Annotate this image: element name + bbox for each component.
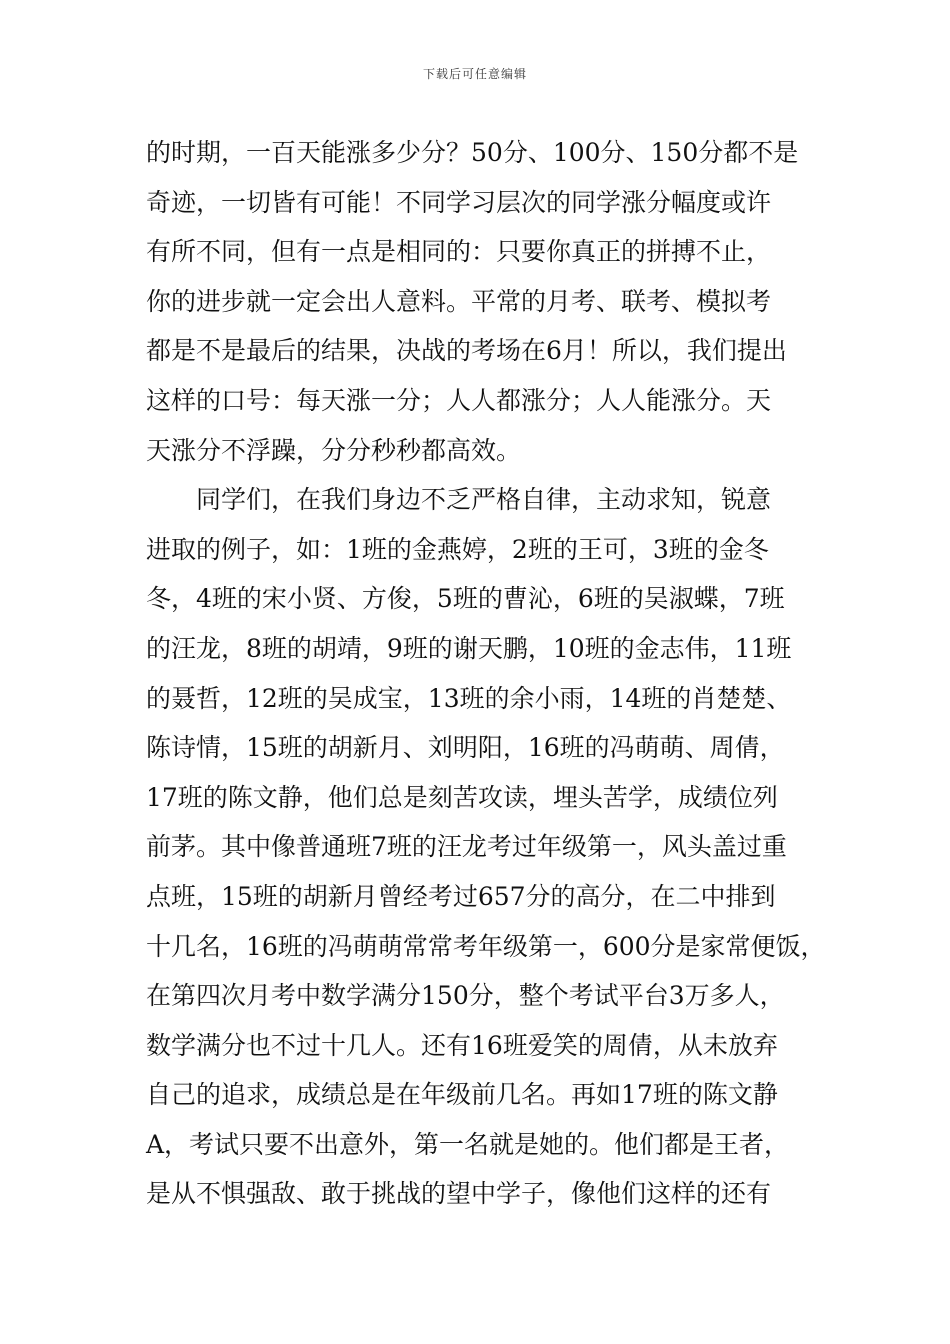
page-header: 下载后可任意编辑 [422,67,527,81]
text-line: 冬，4班的宋小贤、方俊，5班的曹沁，6班的吴淑蝶，7班 [146,584,785,614]
text-line: 这样的口号：每天涨一分；人人都涨分；人人能涨分。天 [146,385,772,415]
text-line: 点班，15班的胡新月曾经考过657分的高分，在二中排到 [146,881,776,911]
text-line: 的时期，一百天能涨多少分？50分、100分、150分都不是 [146,138,799,167]
text-line: 都是不是最后的结果，决战的考场在6月！所以，我们提出 [146,336,787,366]
text-line: 在第四次月考中数学满分150分，整个考试平台3万多人， [146,981,785,1011]
text-line: 17班的陈文静，他们总是刻苦攻读，埋头苦学，成绩位列 [146,782,778,812]
text-line: 天涨分不浮躁，分分秒秒都高效。 [146,435,522,465]
text-line: 陈诗情，15班的胡新月、刘明阳，16班的冯萌萌、周倩， [146,733,785,763]
text-line: 数学满分也不过十几人。还有16班爱笑的周倩，从未放弃 [146,1030,778,1060]
document-body [146,128,826,1219]
text-line: 的聂哲，12班的吴成宝，13班的余小雨，14班的肖楚楚、 [146,683,792,713]
text-line: 同学们，在我们身边不乏严格自律，主动求知，锐意 [146,485,772,515]
text-line: 进取的例子，如：1班的金燕婷，2班的王可，3班的金冬 [146,534,769,564]
text-line: 有所不同，但有一点是相同的：只要你真正的拼搏不止， [146,237,772,267]
text-line: 是从不惧强敌、敢于挑战的望中学子，像他们这样的还有 [146,1179,772,1209]
text-line: 的汪龙，8班的胡靖，9班的谢天鹏，10班的金志伟，11班 [146,633,792,663]
text-line: 自己的追求，成绩总是在年级前几名。再如17班的陈文静 [146,1080,778,1110]
text-line: A，考试只要不出意外，第一名就是她的。他们都是王者， [146,1129,790,1159]
text-line: 奇迹，一切皆有可能！不同学习层次的同学涨分幅度或许 [146,187,772,217]
text-line: 前茅。其中像普通班7班的汪龙考过年级第一，风头盖过重 [146,832,787,862]
text-line: 你的进步就一定会出人意料。平常的月考、联考、模拟考 [146,286,772,316]
text-line: 十几名，16班的冯萌萌常常考年级第一，600分是家常便饭， [146,931,826,961]
